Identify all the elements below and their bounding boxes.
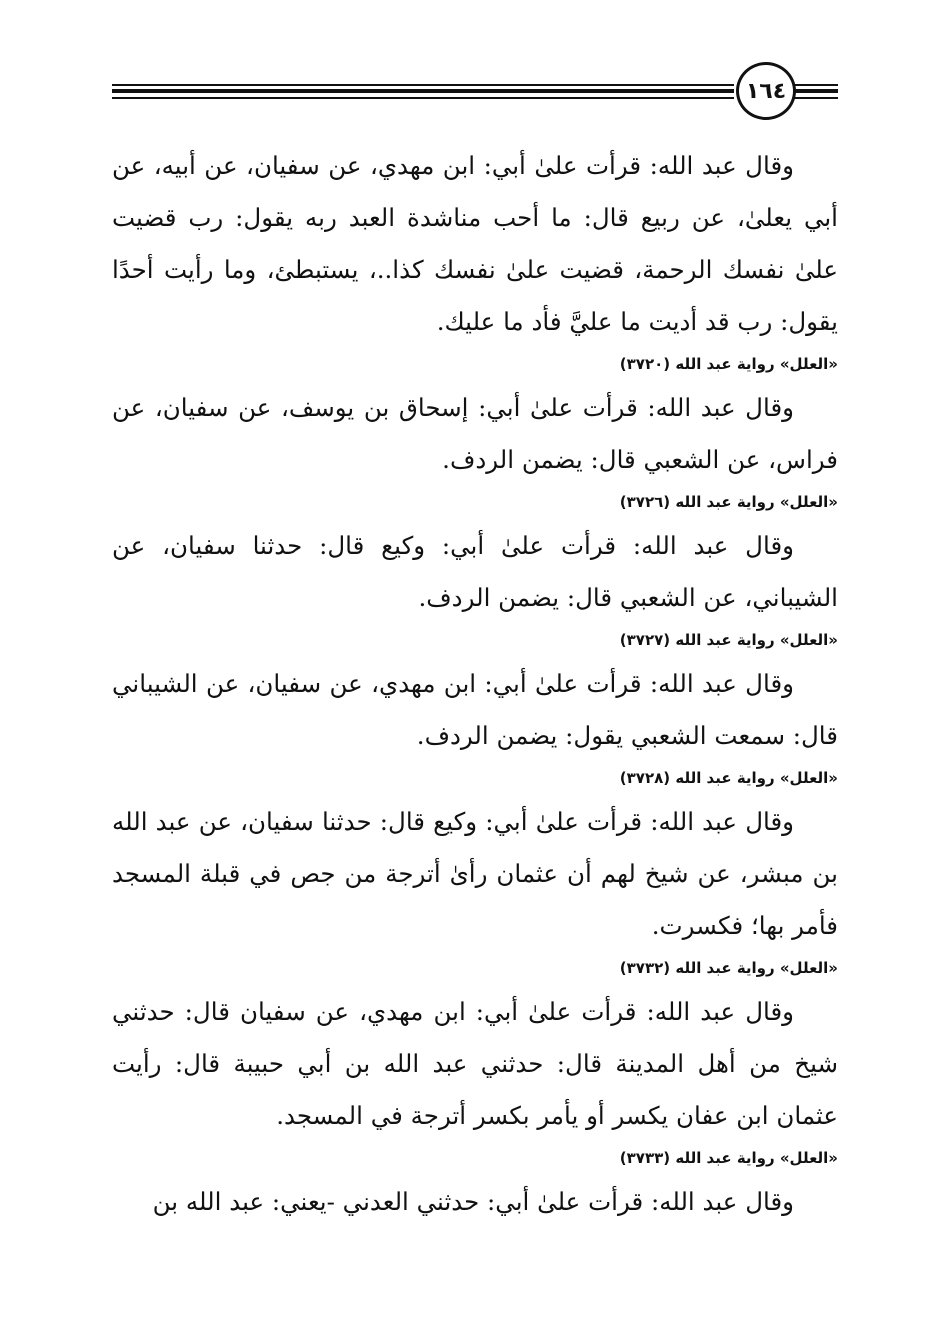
narration-paragraph: وقال عبد الله: قرأت علىٰ أبي: حدثني العدني -يعني: عبد الله بن [152,1187,794,1216]
narration-paragraph: وقال عبد الله: قرأت علىٰ أبي: وكيع قال: حدثنا سفيان، عن عبد الله بن مبشر، عن شيخ لهم أن عثمان رأىٰ أترجة من جص في قبلة المسجد فأمر بها؛ فكسرت. [112,807,838,940]
source-citation: «العلل» رواية عبد الله (٣٧٢٧) [619,631,838,649]
header-rule [792,89,838,93]
header-rule [792,84,838,86]
source-citation: «العلل» رواية عبد الله (٣٧٢٨) [619,769,838,787]
header-rule [112,97,734,99]
narration-paragraph: وقال عبد الله: قرأت علىٰ أبي: وكيع قال: حدثنا سفيان، عن الشيباني، عن الشعبي قال: يضمن الردف. [112,531,838,612]
source-citation: «العلل» رواية عبد الله (٣٧٣٢) [619,959,838,977]
header-rule [112,89,734,93]
source-citation: «العلل» رواية عبد الله (٣٧٢٦) [619,493,838,511]
source-citation: «العلل» رواية عبد الله (٣٧٣٣) [619,1149,838,1167]
narration-paragraph: وقال عبد الله: قرأت علىٰ أبي: إسحاق بن يوسف، عن سفيان، عن فراس، عن الشعبي قال: يضمن الردف. [112,393,838,474]
page-header [112,62,840,118]
page-body [112,140,838,1228]
narration-paragraph: وقال عبد الله: قرأت علىٰ أبي: ابن مهدي، عن سفيان قال: حدثني شيخ من أهل المدينة قال: حدثني عبد الله بن أبي حبيبة قال: رأيت عثمان ابن عفان يكسر أو يأمر بكسر أترجة في المسجد. [112,997,838,1130]
header-rule [112,84,734,86]
narration-paragraph: وقال عبد الله: قرأت علىٰ أبي: ابن مهدي، عن سفيان، عن أبيه، عن أبي يعلىٰ، عن ربيع قال: ما أحب مناشدة العبد ربه يقول: رب قضيت علىٰ نفسك الرحمة، قضيت علىٰ نفسك كذا..، يستبطئ، وما رأيت أحدًا يقول: رب قد أديت ما عليَّ فأد ما عليك. [112,151,838,336]
header-rule [792,97,838,99]
page-number: ١٦٤ [736,62,796,120]
narration-paragraph: وقال عبد الله: قرأت علىٰ أبي: ابن مهدي، عن سفيان، عن الشيباني قال: سمعت الشعبي يقول: يضمن الردف. [112,669,838,750]
source-citation: «العلل» رواية عبد الله (٣٧٢٠) [619,355,838,373]
